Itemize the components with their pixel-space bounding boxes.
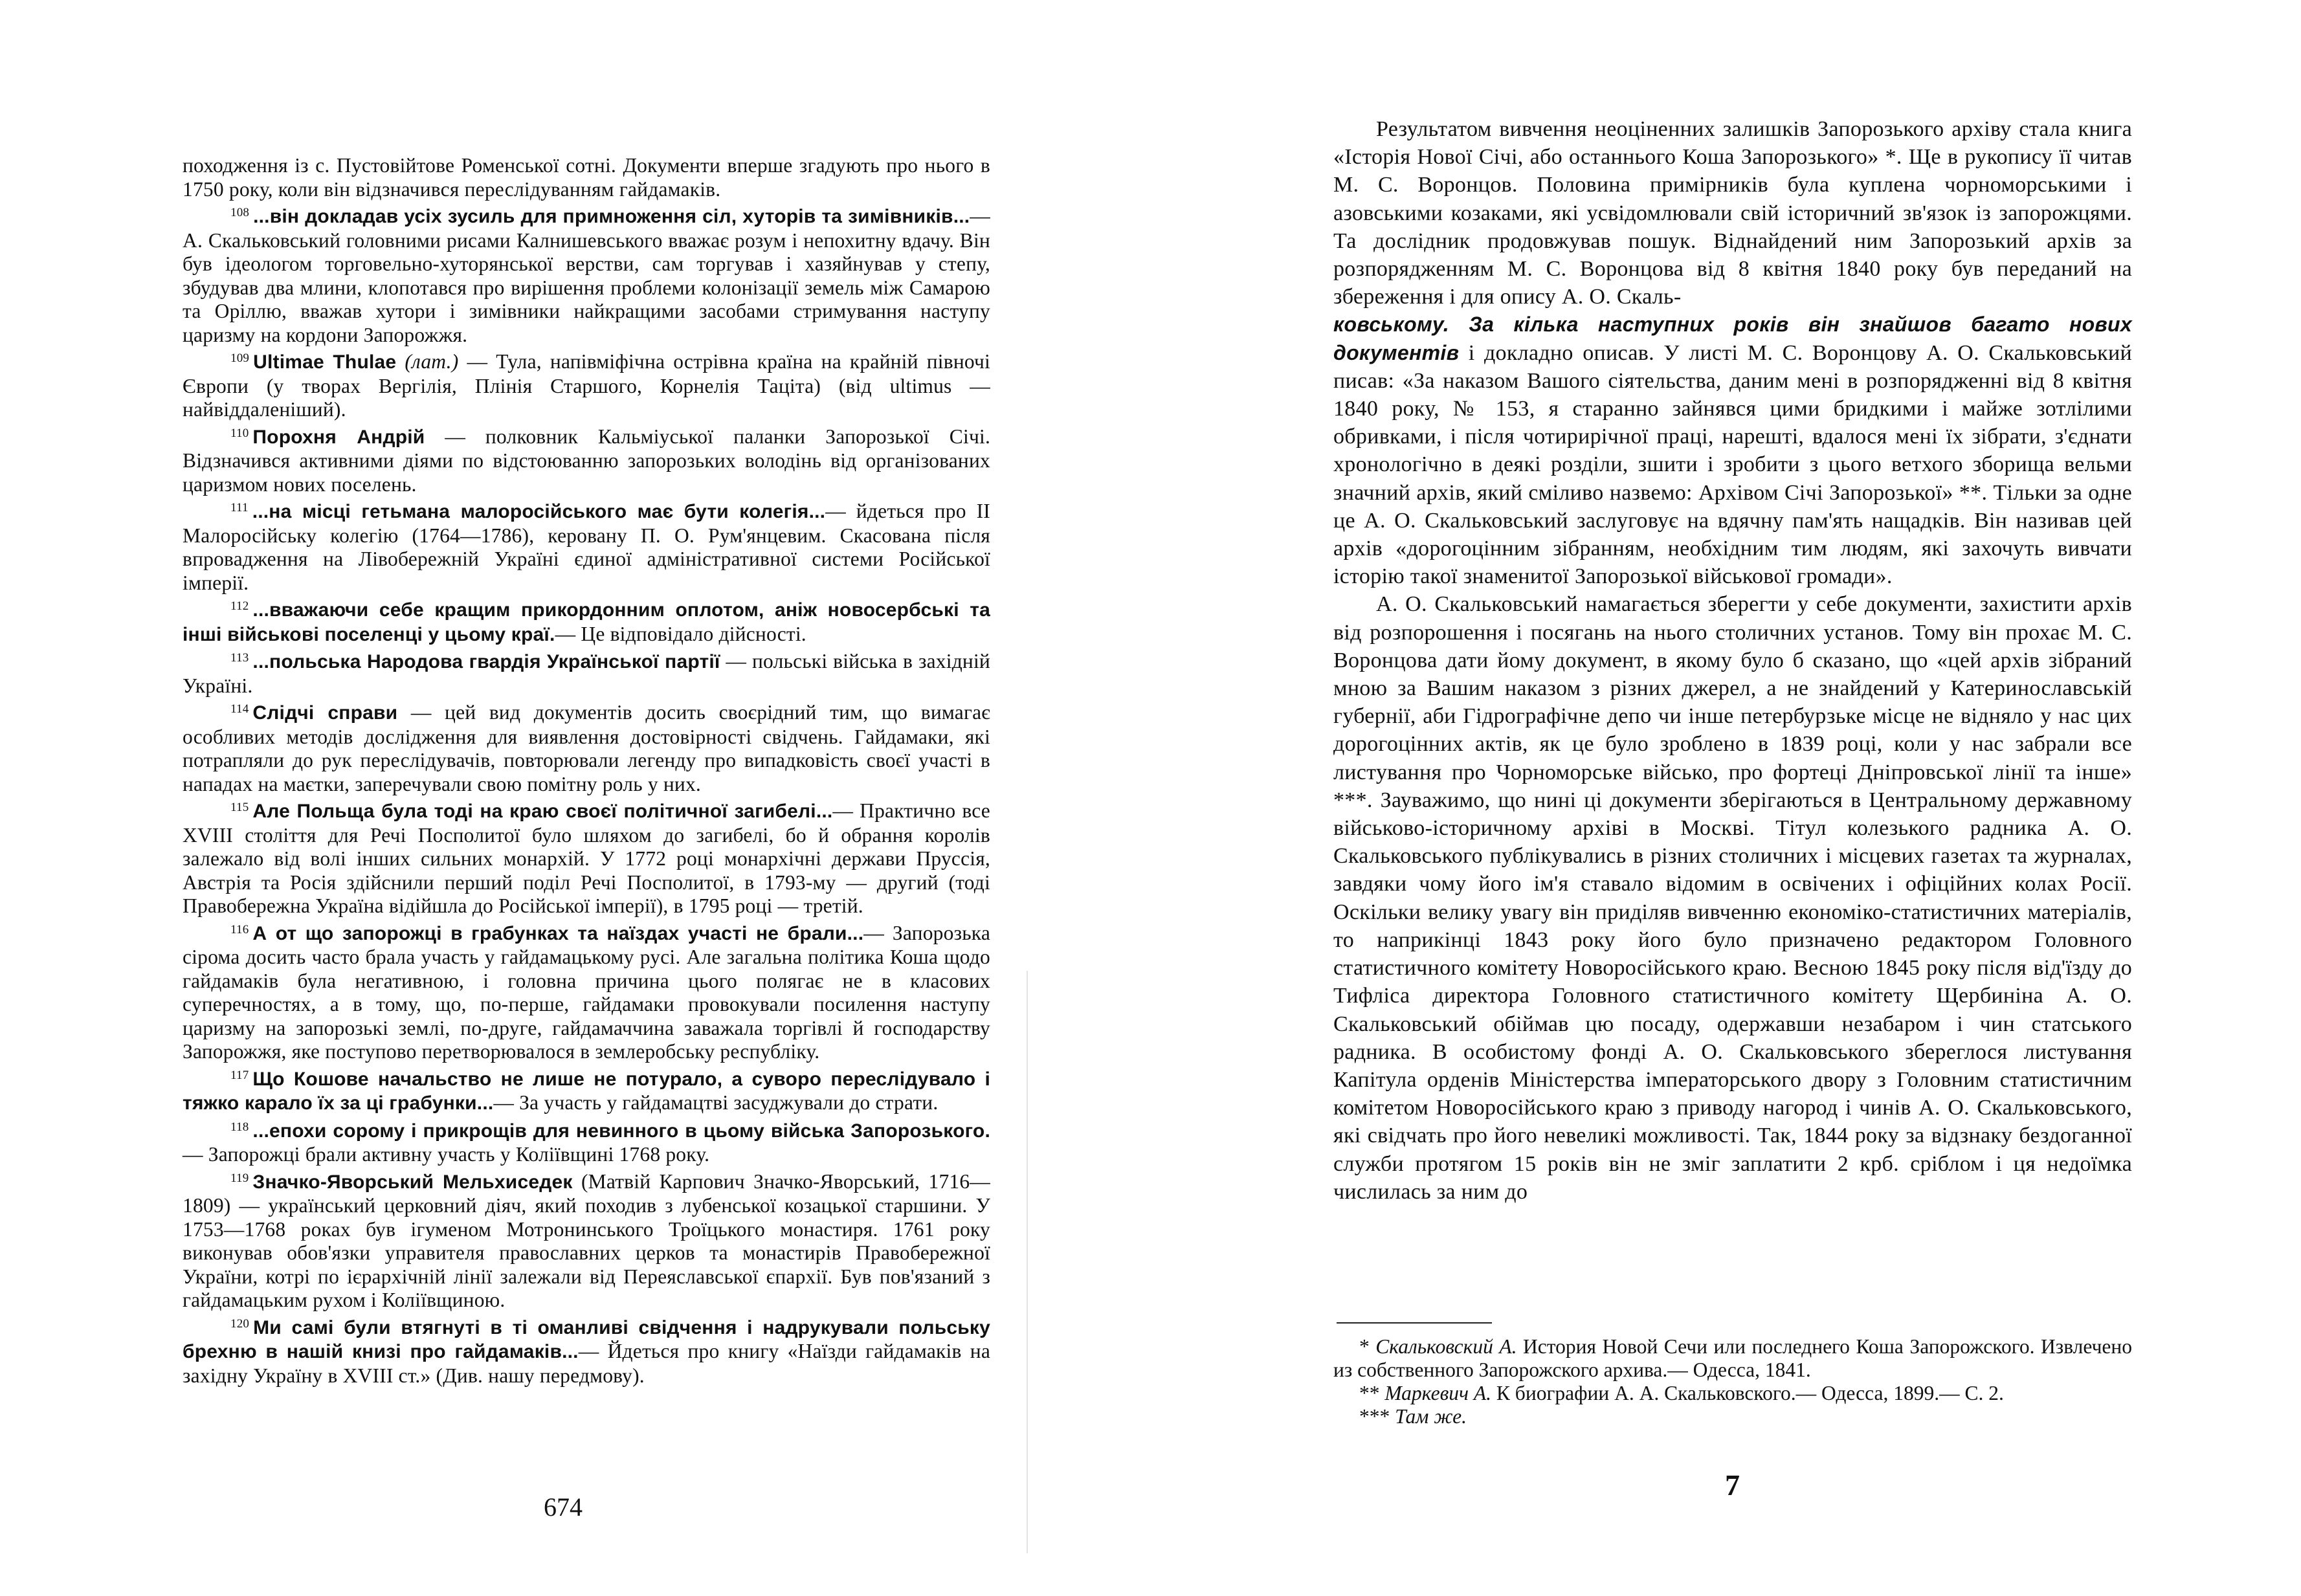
main-text-column bbox=[1333, 115, 2132, 1206]
endnote-continuation bbox=[183, 154, 990, 201]
endnote-number: 119 bbox=[230, 1171, 249, 1185]
endnote-quote: Ми самі були втягнуті в ті оманливі свідчення і надрукували польську брехню в нашій книзі про гайдамаків... bbox=[183, 1316, 990, 1362]
endnote-number: 109 bbox=[230, 351, 250, 365]
endnote-number: 115 bbox=[230, 801, 249, 814]
endnote-quote: Але Польща була тоді на краю своєї політичної загибелі... bbox=[252, 801, 833, 822]
endnote-text: — Тула, напівміфічна острівна країна на крайній півночі Європи (у творах Вергілія, Плінія Старшого, Корнелія Таціта) (від ultimus — найвіддаленіший). bbox=[183, 350, 991, 421]
endnote-text: — Запорозька сірома досить часто брала участь у гайдамацькому русі. Але загальна політика Коша щодо гайдамаків була негативною, і головна причина цього полягає не в класових суперечностях, а в тому, що, по-перше, гайдамаки провокували посилення наступу царизму на запорозькі землі, по-друге, гайдамаччина заважала торгівлі й господарству Запорожжя, яке поступово перетворювалося в землеробську республіку. bbox=[183, 921, 990, 1063]
page-gutter bbox=[1027, 971, 1028, 1553]
endnote-number: 116 bbox=[230, 922, 249, 937]
endnote-108 bbox=[183, 201, 990, 347]
endnote-lang-label: (лат.) bbox=[405, 350, 459, 373]
footnote-mark: ** bbox=[1359, 1382, 1380, 1404]
endnote-text: походження із с. Пустовійтове Роменської сотні. Документи вперше згадують про нього в 1750 року, коли він відзначився переслідуванням гайдамаків. bbox=[183, 154, 990, 201]
footnote bbox=[1333, 1335, 2132, 1382]
endnote-110 bbox=[183, 422, 990, 497]
endnote-text: — полковник Кальміуської паланки Запорозької Січі. Відзначився активними діями по відстоюванню запорозьких володінь від організованих царизмом нових поселень. bbox=[183, 425, 991, 496]
endnote-117 bbox=[183, 1064, 990, 1116]
endnote-113 bbox=[183, 647, 990, 698]
endnote-number: 120 bbox=[230, 1316, 250, 1331]
footnote-mark: *** bbox=[1359, 1405, 1390, 1428]
endnote-number: 111 bbox=[230, 501, 249, 515]
endnote-text: — А. Скальковський головними рисами Калнишевського вважає розум і непохитну вдачу. Він був ідеологом торговельно-хуторянської верстви, сам торгував і хазяйнував у степу, збудував два млини, клопотався про вирішення проблеми колонізації земель між Самарою та Оріллю, вважав хутори і зимівники найкращими засобами стримування наступу царизму на кордони Запорожжя. bbox=[183, 205, 990, 346]
endnote-text: — Йдеться про книгу «Наїзди гайдамаків на західну Україну в XVIII ст.» (Див. нашу передмову). bbox=[183, 1340, 990, 1387]
footnote bbox=[1333, 1382, 2132, 1405]
endnote-120 bbox=[183, 1313, 990, 1388]
endnote-number: 113 bbox=[230, 651, 249, 665]
footnote-divider bbox=[1337, 1322, 1492, 1324]
endnote-quote: ...польська Народова гвардія Української партії bbox=[252, 651, 720, 672]
footnote bbox=[1333, 1405, 2132, 1428]
endnote-quote: Що Кошове начальство не лише не потурало, а суворо переслідувало і тяжко карало їх за ці грабунки... bbox=[183, 1068, 990, 1114]
endnote-quote: Слідчі справи bbox=[252, 702, 398, 724]
endnote-number: 112 bbox=[230, 599, 249, 613]
endnote-quote: Порохня Андрій bbox=[252, 426, 425, 448]
endnote-text: — Це відповідало дійсності. bbox=[555, 622, 806, 645]
page-number-right: 7 bbox=[1725, 1469, 1740, 1502]
endnote-118 bbox=[183, 1116, 990, 1167]
endnote-text: (Матвій Карпович Значко-Яворський, 1716—1809) — український церковний діяч, який походив з лубенської козацької старшини. У 1753—1768 роках був ігуменом Мотронинського Троїцького монастиря. 1761 року виконував обов'язки управителя православних церков та монастирів Правобережної України, котрі по ієрархічній лінії залежали від Переяславської єпархії. Був пов'язаний з гайдамацьким рухом і Коліївщиною. bbox=[183, 1169, 990, 1311]
body-text: і докладно описав. У листі М. С. Воронцову А. О. Скальковський писав: «За наказом Вашого сіятельства, даним мені в розпорядженні від 8 квітня 1840 року, № 153, я старанно зайнявся цими бридкими і майже зотлілими обривками, і після чотирирічної праці, нарешті, вдалося мені їх зібрати, з'єднати хронологічно в деякі розділи, зшити і зробити з цього ветхого зборища вельми значний архів, який сміливо назвемо: Архівом Січі Запорозької» **. Тільки за одне це А. О. Скальковський заслуговує на вдячну пам'ять нащадків. Він називав цей архів «дорогоцінним зібранням, необхідним тим людям, які захочуть вивчати історію такої знаменитої Запорозької військової громади». bbox=[1333, 340, 2132, 589]
endnote-quote: ...на місці гетьмана малоросійського має бути колегія... bbox=[252, 501, 826, 522]
endnote-number: 108 bbox=[230, 206, 250, 219]
endnote-number: 110 bbox=[230, 426, 249, 440]
left-page bbox=[0, 0, 1150, 1596]
endnote-116 bbox=[183, 918, 990, 1064]
endnote-number: 114 bbox=[230, 702, 249, 716]
footnote-mark: * bbox=[1359, 1335, 1370, 1358]
footnote-text: К биографии А. А. Скальковского.— Одесса, 1899.— С. 2. bbox=[1496, 1382, 2004, 1404]
endnote-text: — цей вид документів досить своєрідний тим, що вимагає особливих методів дослідження для виявлення достовірності свідчень. Гайдамаки, які потрапляли до рук переслідувачів, повторювали легенду про випадковість своєї участі в нападах на маєтки, заперечували свою помітну роль у них. bbox=[183, 701, 990, 795]
endnote-quote: А от що запорожці в грабунках та наїздах участі не брали... bbox=[252, 922, 864, 944]
footnote-author: Маркевич А. bbox=[1384, 1382, 1492, 1404]
endnote-number: 118 bbox=[230, 1120, 249, 1134]
page-number-left: 674 bbox=[544, 1492, 583, 1522]
endnote-text: — польські війська в західній Україні. bbox=[183, 650, 990, 697]
endnote-115 bbox=[183, 796, 990, 918]
footnote-author: Скальковский А. bbox=[1375, 1335, 1517, 1358]
endnotes-column bbox=[183, 154, 990, 1388]
endnote-quote: ...він докладав усіх зусиль для примноження сіл, хуторів та зимівників... bbox=[253, 206, 970, 227]
body-paragraph bbox=[1333, 115, 2132, 590]
endnote-quote: Значко-Яворський Мельхиседек bbox=[252, 1171, 573, 1193]
body-paragraph bbox=[1333, 590, 2132, 1205]
body-text: Результатом вивчення неоціненних залишків Запорозького архіву стала книга «Історія Нової Січі, або останнього Коша Запорозького» *. Ще в рукопису її читав М. С. Воронцов. Половина примірників була куплена чорноморськими і азовськими козаками, які усвідомлювали свій історичний зв'язок із запорожцями. Та дослідник продовжував пошук. Віднайдений ним Запорозький архів за розпорядженням М. С. Воронцова від 8 квітня 1840 року був переданий на збереження і для опису А. О. Скаль- bbox=[1333, 117, 2132, 309]
endnote-text: — йдеться про II Малоросійську колегію (1764—1786), керовану П. О. Рум'янцевим. Скасована після впровадження на Лівобережній Україні єдиної адміністративної системи Російської імперії. bbox=[183, 500, 990, 594]
endnote-114 bbox=[183, 698, 990, 796]
endnote-109 bbox=[183, 347, 990, 422]
body-text: А. О. Скальковський намагається зберегти у себе документи, захистити архів від розпорошення і посягань на нього столичних установ. Тому він прохає М. С. Воронцова дати йому документ, в якому було б сказано, що «цей архів зібраний мною за Вашим наказом з різних джерел, а не знайдений у Катеринославській губернії, аби Гідрографічне депо чи інше петербурзьке місце не відняло у нас цих дорогоцінних актів, як це було зроблено в 1839 році, коли у нас забрали все листування про Чорноморське військо, про фортеці Дніпровської лінії та інше» ***. Зауважимо, що нині ці документи зберігаються в Центральному державному військово-історичному архіві в Москві. Тітул колезького радника А. О. Скальковського публікувались в різних столичних і місцевих газетах та журналах, завдяки чому його ім'я ставало відомим в освічених і офіційних колах Росії. Оскільки велику увагу він приділяв вивченню економіко-статистичних матеріалів, то наприкінці 1843 року його було призначено редактором Головного статистичного комітету Новоросійського краю. Весною 1845 року після від'їзду до Тифліса директора Головного статистичного комітету Щербиніна А. О. Скальковський обіймав цю посаду, одержавши незабаром і чин статського радника. В особистому фонді А. О. Скальковського збереглося листування Капітула орденів Міністерства імператорського двору з Головним статистичним комітетом Новоросійського краю з приводу нагород і чинів А. О. Скальковського, які свідчать про його невеликі можливості. Так, 1844 року за відзнаку бездоганної служби протягом 15 років він не зміг заплатити 2 крб. сріблом і ця недоїмка числилась за ним до bbox=[1333, 592, 2132, 1204]
endnote-text: — За участь у гайдамацтві засуджували до страти. bbox=[493, 1091, 939, 1114]
endnote-quote: ...епохи сорому і прикрощів для невинного в цьому війська Запорозького. bbox=[252, 1120, 990, 1142]
endnote-119 bbox=[183, 1167, 990, 1313]
footnotes bbox=[1333, 1335, 2132, 1428]
footnote-text: История Новой Сечи или последнего Коша Запорожского. Извлечено из собственного Запорожского архива.— Одесса, 1841. bbox=[1333, 1335, 2132, 1381]
emphasized-text: ковському. За кілька наступних років він знайшов багато нових документів bbox=[1333, 313, 2132, 364]
endnote-112 bbox=[183, 595, 990, 647]
endnote-text: — Практично все XVIII століття для Речі Посполитої було шляхом до загибелі, бо й обрання королів залежало від волі інших сильних монархій. У 1772 році монархічні держави Пруссія, Австрія та Росія здійснили перший поділ Речі Посполитої, в 1793-му — другий (тоді Правобережна Україна відійшла до Російської імперії), в 1795 році — третій. bbox=[183, 799, 990, 917]
right-page bbox=[1150, 0, 2301, 1596]
endnote-quote: ...вважаючи себе кращим прикордонним оплотом, аніж новосербські та інші військові поселенці у цьому краї. bbox=[183, 599, 990, 645]
endnote-text: — Запорожці брали активну участь у Коліївщині 1768 року. bbox=[183, 1143, 710, 1166]
endnote-quote: Ultimae Thulae bbox=[253, 351, 397, 373]
endnote-111 bbox=[183, 496, 990, 595]
footnote-author: Там же. bbox=[1395, 1405, 1467, 1428]
endnote-number: 117 bbox=[230, 1068, 249, 1082]
